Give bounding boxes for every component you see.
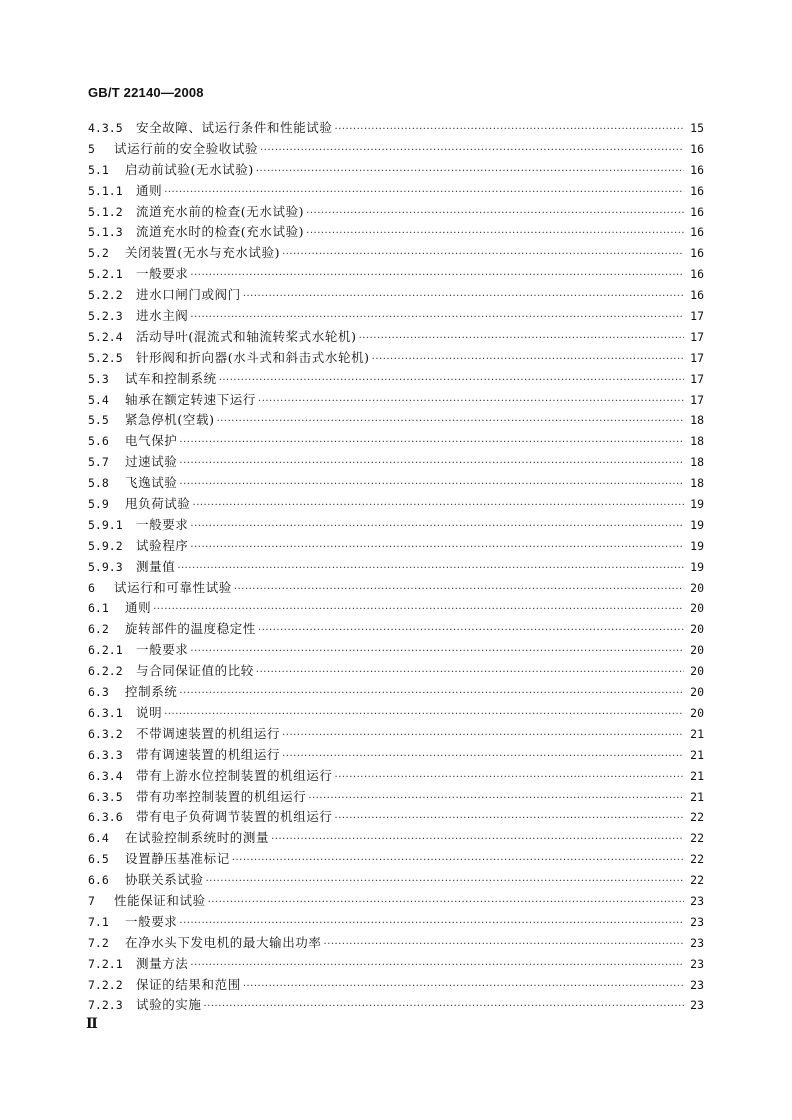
toc-entry[interactable] (88, 828, 704, 849)
toc-section-title: 针形阀和折向器(水斗式和斜击式水轮机) (136, 349, 370, 365)
toc-entry[interactable] (88, 264, 704, 285)
toc-section-number: 4.3.5 (88, 121, 123, 135)
toc-dot-leader (190, 521, 684, 532)
toc-dot-leader (190, 960, 684, 971)
toc-entry[interactable] (88, 348, 704, 369)
toc-page-number: 18 (690, 434, 704, 449)
toc-page-number: 16 (690, 141, 704, 156)
toc-page-number: 19 (690, 538, 704, 553)
toc-section-number: 6.1 (88, 601, 109, 616)
toc-page-number: 20 (690, 643, 704, 658)
toc-dot-leader (335, 772, 684, 783)
toc-dot-leader (306, 228, 684, 239)
toc-entry[interactable] (88, 703, 704, 724)
toc-entry[interactable] (88, 954, 704, 975)
toc-page-number: 16 (690, 246, 704, 261)
toc-page-number: 17 (690, 329, 704, 344)
toc-section-title: 通则 (136, 182, 163, 198)
toc-entry[interactable] (88, 285, 704, 306)
toc-page-number: 23 (690, 956, 704, 971)
toc-dot-leader (190, 312, 684, 323)
toc-entry[interactable] (88, 410, 704, 431)
toc-dot-leader (219, 375, 684, 386)
toc-section-title: 不带调速装置的机组运行 (136, 725, 281, 741)
toc-section-number: 6.3.3 (88, 747, 123, 762)
toc-entry[interactable] (88, 849, 704, 870)
toc-entry[interactable] (88, 598, 704, 619)
toc-section-title: 性能保证和试验 (114, 892, 206, 908)
toc-section-title: 流道充水前的检查(无水试验) (136, 203, 305, 219)
toc-section-number: 6.2 (88, 622, 109, 637)
toc-page-number: 19 (690, 517, 704, 532)
toc-page-number: 23 (690, 998, 704, 1013)
toc-section-number: 5.9.2 (88, 538, 123, 553)
toc-page-number: 21 (690, 726, 704, 741)
toc-section-number: 5.1.2 (88, 204, 123, 219)
document-code-header: GB/T 22140—2008 (88, 85, 204, 100)
toc-page-number: 21 (690, 747, 704, 762)
toc-entry[interactable] (88, 557, 704, 578)
toc-entry[interactable] (88, 682, 704, 703)
toc-page-number: 23 (690, 914, 704, 929)
toc-section-title: 控制系统 (125, 684, 178, 700)
toc-dot-leader (164, 709, 684, 720)
toc-section-number: 5.3 (88, 371, 109, 386)
toc-section-title: 试运行前的安全验收试验 (114, 140, 259, 156)
toc-entry[interactable] (88, 619, 704, 640)
toc-section-number: 7.1 (88, 914, 109, 929)
toc-page-number: 16 (690, 162, 704, 177)
toc-entry[interactable] (88, 118, 704, 139)
toc-section-title: 测量方法 (136, 955, 189, 971)
toc-section-number: 6.3.4 (88, 768, 123, 783)
toc-section-number: 5.5 (88, 413, 109, 428)
toc-entry[interactable] (88, 202, 704, 223)
toc-section-number: 5.9.3 (88, 559, 123, 574)
toc-entry[interactable] (88, 870, 704, 891)
toc-dot-leader (153, 604, 684, 615)
toc-page-number: 16 (690, 225, 704, 240)
toc-dot-leader (206, 876, 684, 887)
toc-entry[interactable] (88, 327, 704, 348)
toc-page-number: 20 (690, 705, 704, 720)
toc-entry[interactable] (88, 640, 704, 661)
toc-page-number: 18 (690, 455, 704, 470)
toc-section-title: 电气保护 (125, 433, 178, 449)
toc-dot-leader (190, 646, 684, 657)
toc-entry[interactable] (88, 787, 704, 808)
toc-section-title: 试验的实施 (136, 997, 202, 1013)
toc-section-title: 一般要求 (125, 913, 178, 929)
toc-entry[interactable] (88, 160, 704, 181)
toc-entry[interactable] (88, 139, 704, 160)
toc-entry[interactable] (88, 975, 704, 996)
toc-section-title: 带有功率控制装置的机组运行 (136, 788, 307, 804)
toc-page-number: 16 (690, 288, 704, 303)
toc-dot-leader (256, 667, 684, 678)
toc-section-number: 5.1.1 (88, 183, 123, 198)
toc-section-number: 7 (88, 893, 95, 908)
toc-section-number: 7.2 (88, 935, 109, 950)
toc-page-number: 16 (690, 204, 704, 219)
toc-section-number: 5.9.1 (88, 517, 123, 532)
toc-page-number: 15 (690, 121, 704, 135)
toc-entry[interactable] (88, 494, 704, 515)
toc-dot-leader (243, 981, 684, 992)
toc-section-number: 6.3.6 (88, 810, 123, 825)
toc-section-number: 5.2.2 (88, 288, 123, 303)
toc-page-number: 22 (690, 852, 704, 867)
toc-dot-leader (193, 500, 684, 511)
toc-page-number: 20 (690, 664, 704, 679)
toc-entry[interactable] (88, 181, 704, 202)
toc-section-title: 安全故障、试运行条件和性能试验 (136, 120, 333, 135)
toc-page-number: 20 (690, 601, 704, 616)
toc-section-title: 协联关系试验 (125, 872, 204, 888)
toc-section-number: 6.2.1 (88, 643, 123, 658)
toc-page-number: 22 (690, 873, 704, 888)
toc-dot-leader (179, 437, 684, 448)
toc-section-number: 5.2.4 (88, 329, 123, 344)
toc-section-number: 5.8 (88, 476, 109, 491)
toc-entry[interactable] (88, 306, 704, 327)
toc-dot-leader (256, 166, 684, 177)
toc-section-number: 5.4 (88, 392, 109, 407)
toc-section-number: 5.2.3 (88, 309, 123, 324)
toc-dot-leader (190, 270, 684, 281)
toc-section-number: 5 (88, 141, 95, 156)
toc-page-number: 18 (690, 413, 704, 428)
toc-section-number: 5.1 (88, 162, 109, 177)
toc-section-number: 6.3.1 (88, 705, 123, 720)
toc-entry[interactable] (88, 766, 704, 787)
toc-dot-leader (258, 396, 684, 407)
toc-section-number: 6.3.5 (88, 789, 123, 804)
toc-section-title: 与合同保证值的比较 (136, 663, 254, 679)
toc-dot-leader (179, 918, 684, 929)
toc-page-number: 19 (690, 559, 704, 574)
toc-page-number: 21 (690, 768, 704, 783)
toc-page-number: 16 (690, 267, 704, 282)
toc-section-title: 一般要求 (136, 642, 189, 658)
toc-section-number: 6.5 (88, 852, 109, 867)
toc-dot-leader (208, 897, 684, 908)
toc-section-number: 7.2.1 (88, 956, 123, 971)
toc-section-number: 7.2.2 (88, 977, 123, 992)
toc-section-title: 轴承在额定转速下运行 (125, 391, 257, 407)
toc-dot-leader (243, 291, 684, 302)
toc-page-number: 19 (690, 497, 704, 512)
toc-section-title: 说明 (136, 704, 163, 720)
toc-entry[interactable] (88, 515, 704, 536)
toc-dot-leader (234, 584, 684, 595)
toc-entry[interactable] (88, 745, 704, 766)
toc-entry[interactable] (88, 369, 704, 390)
toc-section-title: 飞逸试验 (125, 475, 178, 491)
toc-section-title: 启动前试验(无水试验) (125, 161, 254, 177)
toc-entry[interactable] (88, 995, 704, 1016)
toc-entry[interactable] (88, 578, 704, 599)
toc-section-title: 进水口闸门或阀门 (136, 287, 241, 303)
toc-entry[interactable] (88, 933, 704, 954)
toc-page-number: 18 (690, 476, 704, 491)
toc-dot-leader (282, 751, 684, 762)
toc-section-title: 试运行和可靠性试验 (114, 579, 232, 595)
toc-section-number: 6.2.2 (88, 664, 123, 679)
page-number-footer: Ⅱ (86, 1017, 98, 1032)
toc-entry[interactable] (88, 390, 704, 411)
toc-section-title: 设置静压基准标记 (125, 851, 230, 867)
toc-entry[interactable] (88, 452, 704, 473)
toc-entry[interactable] (88, 891, 704, 912)
toc-section-number: 7.2.3 (88, 998, 123, 1013)
toc-page-number: 17 (690, 350, 704, 365)
toc-section-number: 5.2 (88, 246, 109, 261)
toc-entry[interactable] (88, 222, 704, 243)
toc-section-title: 带有调速装置的机组运行 (136, 746, 281, 762)
toc-dot-leader (372, 354, 684, 365)
toc-dot-leader (217, 416, 684, 427)
toc-section-title: 在试验控制系统时的测量 (125, 830, 270, 846)
toc-section-title: 保证的结果和范围 (136, 976, 241, 992)
toc-dot-leader (204, 1001, 684, 1012)
toc-dot-leader (179, 479, 684, 490)
table-of-contents (88, 118, 704, 1016)
toc-dot-leader (232, 855, 684, 866)
toc-dot-leader (179, 688, 684, 699)
toc-dot-leader (164, 187, 684, 198)
toc-entry[interactable] (88, 536, 704, 557)
toc-page-number: 20 (690, 685, 704, 700)
toc-entry[interactable] (88, 661, 704, 682)
toc-page-number: 17 (690, 371, 704, 386)
toc-dot-leader (335, 124, 684, 135)
toc-section-number: 5.2.5 (88, 350, 123, 365)
toc-page-number: 23 (690, 935, 704, 950)
toc-section-number: 5.9 (88, 497, 109, 512)
toc-section-title: 一般要求 (136, 266, 189, 282)
toc-section-title: 进水主阀 (136, 308, 189, 324)
toc-section-title: 一般要求 (136, 516, 189, 532)
toc-section-number: 5.7 (88, 455, 109, 470)
toc-dot-leader (359, 333, 684, 344)
toc-dot-leader (335, 813, 684, 824)
toc-dot-leader (190, 542, 684, 553)
toc-section-number: 6.6 (88, 873, 109, 888)
toc-dot-leader (260, 145, 684, 156)
toc-section-number: 6.3 (88, 685, 109, 700)
toc-section-number: 5.2.1 (88, 267, 123, 282)
toc-dot-leader (258, 625, 684, 636)
toc-section-title: 关闭装置(无水与充水试验) (125, 245, 281, 261)
toc-page-number: 17 (690, 392, 704, 407)
toc-dot-leader (308, 793, 684, 804)
toc-page-number: 21 (690, 789, 704, 804)
toc-dot-leader (177, 563, 684, 574)
toc-section-number: 6 (88, 580, 95, 595)
toc-dot-leader (306, 208, 684, 219)
toc-page-number: 22 (690, 831, 704, 846)
toc-page-number: 20 (690, 580, 704, 595)
toc-section-title: 在净水头下发电机的最大输出功率 (125, 934, 322, 950)
toc-page-number: 22 (690, 810, 704, 825)
toc-section-title: 试验程序 (136, 537, 189, 553)
toc-section-title: 活动导叶(混流式和轴流转桨式水轮机) (136, 328, 357, 344)
toc-page-number: 20 (690, 622, 704, 637)
toc-dot-leader (282, 730, 684, 741)
toc-page-number: 17 (690, 309, 704, 324)
toc-section-title: 甩负荷试验 (125, 496, 191, 512)
toc-section-number: 6.3.2 (88, 726, 123, 741)
toc-entry[interactable] (88, 473, 704, 494)
toc-section-title: 流道充水时的检查(充水试验) (136, 224, 305, 240)
toc-section-title: 带有上游水位控制装置的机组运行 (136, 767, 333, 783)
toc-section-title: 旋转部件的温度稳定性 (125, 621, 257, 637)
toc-page-number: 23 (690, 893, 704, 908)
toc-section-title: 测量值 (136, 558, 176, 574)
toc-section-number: 5.1.3 (88, 225, 123, 240)
toc-dot-leader (179, 458, 684, 469)
toc-section-title: 带有电子负荷调节装置的机组运行 (136, 809, 333, 825)
toc-entry[interactable] (88, 431, 704, 452)
toc-section-title: 过速试验 (125, 454, 178, 470)
toc-entry[interactable] (88, 807, 704, 828)
toc-entry[interactable] (88, 243, 704, 264)
toc-entry[interactable] (88, 912, 704, 933)
toc-entry[interactable] (88, 724, 704, 745)
toc-dot-leader (324, 939, 684, 950)
toc-dot-leader (282, 249, 684, 260)
toc-dot-leader (271, 834, 684, 845)
toc-section-title: 通则 (125, 600, 152, 616)
toc-section-number: 6.4 (88, 831, 109, 846)
toc-section-number: 5.6 (88, 434, 109, 449)
toc-page-number: 16 (690, 183, 704, 198)
toc-section-title: 试车和控制系统 (125, 370, 217, 386)
toc-section-title: 紧急停机(空载) (125, 412, 215, 428)
toc-page-number: 23 (690, 977, 704, 992)
